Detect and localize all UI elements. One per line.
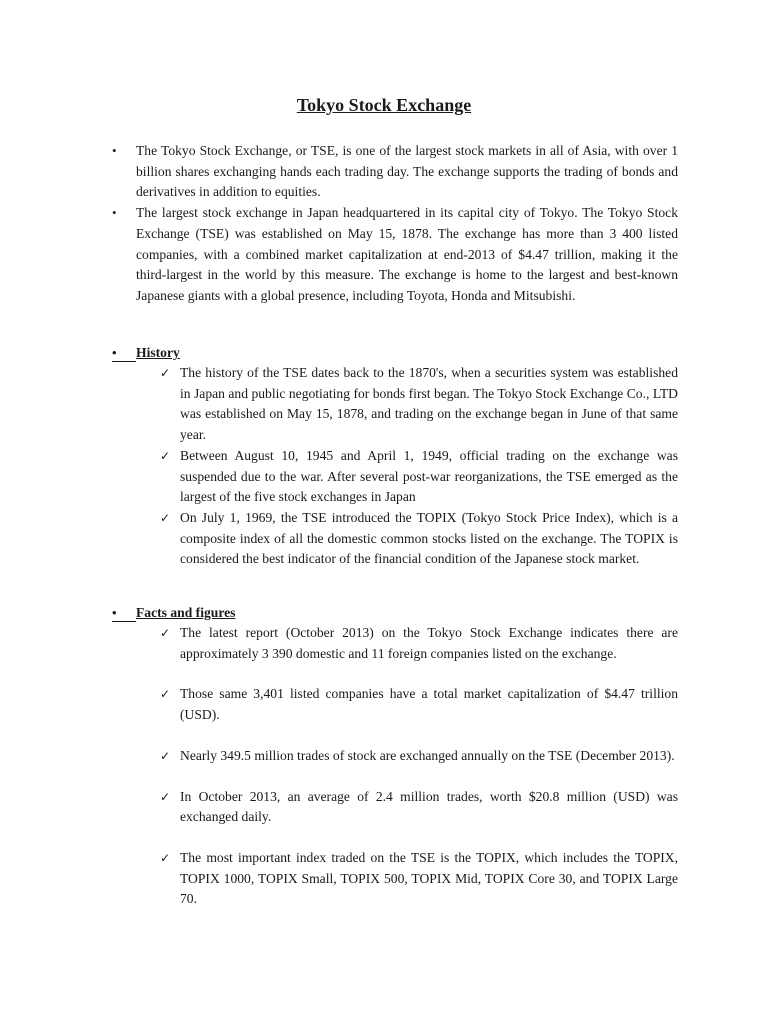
checkmark-icon: ✓ [160,366,171,380]
facts-text-2: Those same 3,401 listed companies have a total market capitalization of $4.47 trillion (USD). [180,686,678,723]
history-heading [112,343,678,364]
history-text-3: On July 1, 1969, the TSE introduced the TOPIX (Tokyo Stock Price Index), which is a composite index of all the domestic common stocks listed on the exchange. The TOPIX is considered the best indicator of the financial condition of the Japanese stock market. [180,509,678,567]
checkmark-icon: ✓ [160,850,171,865]
facts-item-4 [160,787,678,828]
facts-item-5 [160,848,678,910]
bullet-icon: • [112,205,117,221]
facts-heading [112,603,678,624]
history-item-1 [160,363,678,446]
checkmark-icon: ✓ [160,748,171,763]
facts-item-3 [160,746,678,767]
document-title: Tokyo Stock Exchange [296,95,472,115]
facts-text-1: The latest report (October 2013) on the Tokyo Stock Exchange indicates there are approximately 3 390 domestic and 11 foreign companies listed on the exchange. [180,625,678,661]
facts-item-1 [160,623,678,664]
history-text-2: Between August 10, 1945 and April 1, 1949, official trading on the exchange was suspended due to the war. After several post-war reorganizations, the TSE emerged as the largest of the five stock exchanges in Japan [180,447,678,505]
facts-heading-label: Facts and figures [136,605,236,620]
facts-list [160,623,678,910]
history-list [160,363,678,570]
history-heading-label: History [136,345,180,360]
facts-text-4: In October 2013, an average of 2.4 million trades, worth $20.8 million (USD) was exchanged daily. [180,788,678,825]
checkmark-icon: ✓ [160,510,171,525]
bullet-icon: • [112,605,117,620]
history-item-2 [160,446,678,508]
history-item-3 [160,508,678,570]
intro-item-2 [112,203,678,307]
checkmark-icon: ✓ [160,687,171,702]
intro-text-2: The largest stock exchange in Japan headquartered in its capital city of Tokyo. The Tokyo Stock Exchange (TSE) was established on May 15, 1878. The exchange has more than 3 400 listed companies, with a combined market capitalization at end-2013 of $4.47 trillion, making it the third-largest in the world by this measure. The exchange is home to the largest and best-known Japanese giants with a global presence, including Toyota, Honda and Mitsubishi. [136,205,678,303]
checkmark-icon: ✓ [160,626,171,640]
bullet-icon: • [112,345,117,360]
history-text-1: The history of the TSE dates back to the 1870's, when a securities system was established in Japan and public negotiating for bonds first began. The Tokyo Stock Exchange Co., LTD was established on May 15, 1878, and trading on the exchange began in June of that same year. [180,365,678,443]
bullet-icon: • [112,143,117,158]
checkmark-icon: ✓ [160,789,171,804]
checkmark-icon: ✓ [160,448,171,463]
intro-item-1 [112,141,678,203]
intro-text-1: The Tokyo Stock Exchange, or TSE, is one of the largest stock markets in all of Asia, with over 1 billion shares exchanging hands each trading day. The exchange supports the trading of bonds and derivatives in addition to equities. [136,143,678,200]
facts-item-2 [160,684,678,725]
facts-text-5: The most important index traded on the TSE is the TOPIX, which includes the TOPIX, TOPIX 1000, TOPIX Small, TOPIX 500, TOPIX Mid, TOPIX Core 30, and TOPIX Large 70. [180,849,678,907]
facts-text-3: Nearly 349.5 million trades of stock are exchanged annually on the TSE (December 2013). [180,747,675,763]
intro-list [112,141,678,307]
